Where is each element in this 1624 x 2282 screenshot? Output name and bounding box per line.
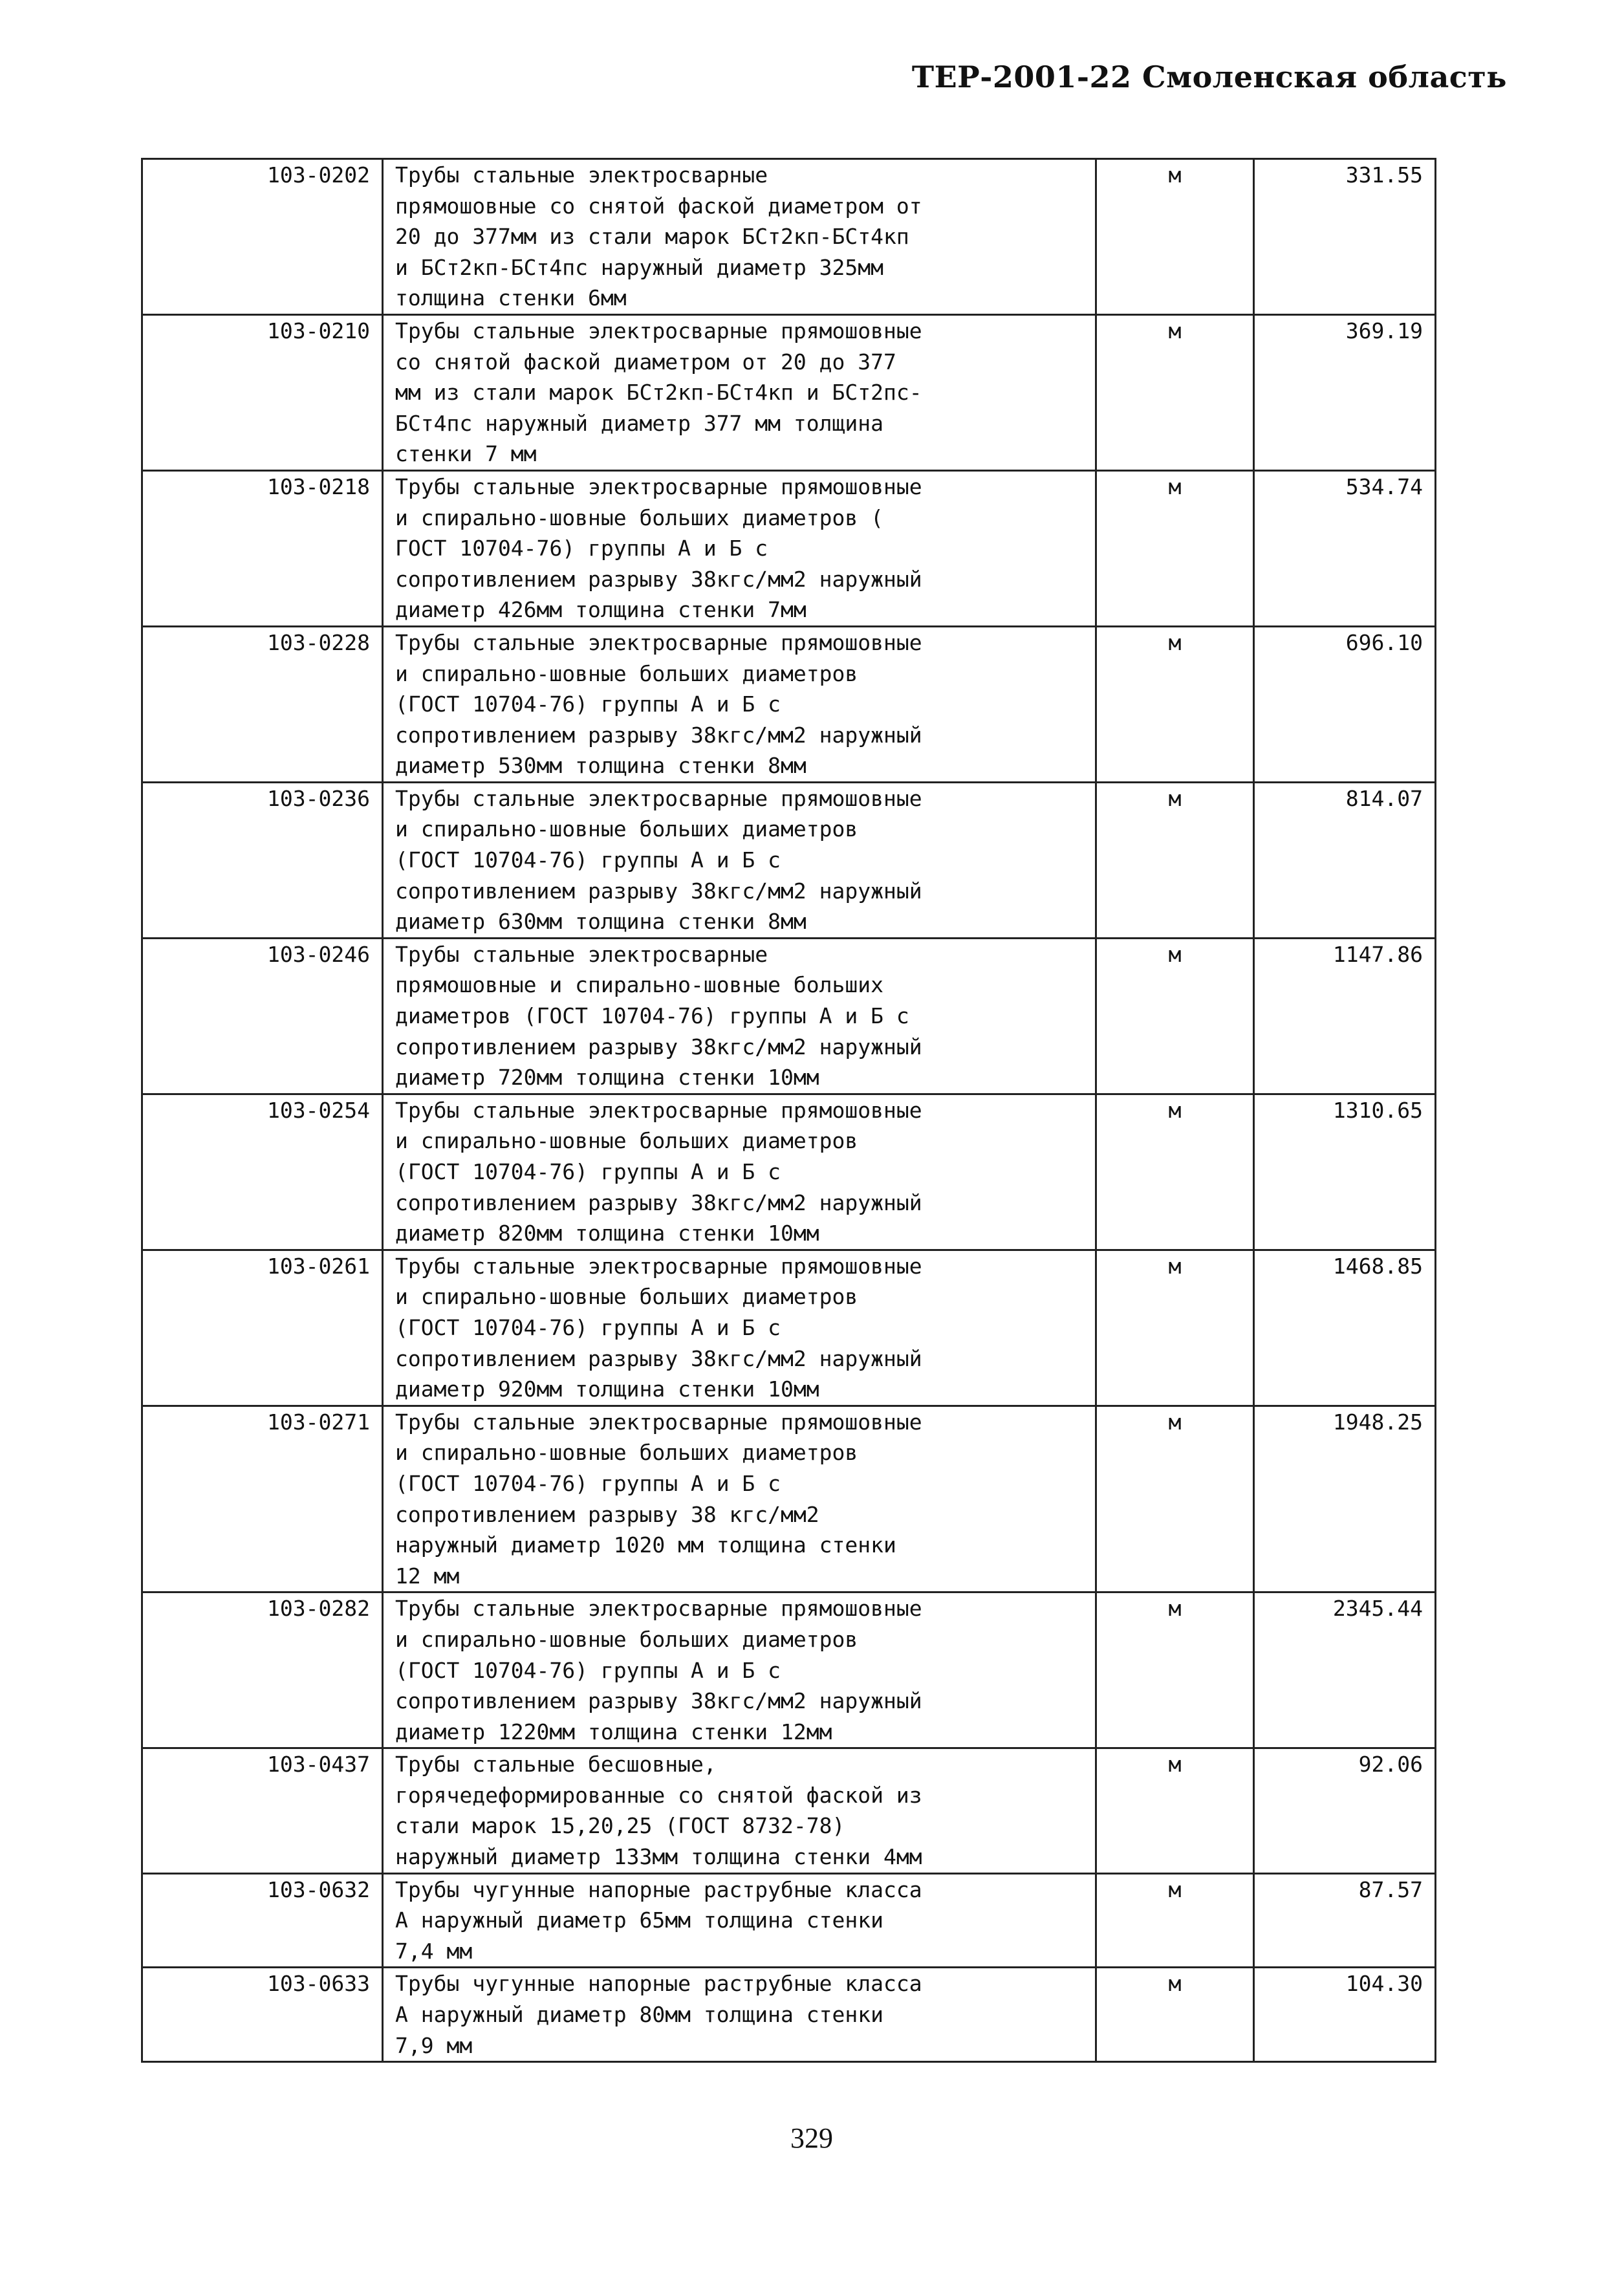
item-unit: м	[1096, 1873, 1254, 1968]
table-row	[142, 470, 1436, 626]
item-code: 103-0202	[142, 159, 383, 315]
table-row	[142, 1250, 1436, 1406]
price-table	[141, 158, 1436, 2063]
item-unit: м	[1096, 1250, 1254, 1406]
item-unit: м	[1096, 470, 1254, 626]
item-code: 103-0254	[142, 1094, 383, 1250]
item-price: 1468.85	[1254, 1250, 1436, 1406]
item-price: 1948.25	[1254, 1406, 1436, 1592]
item-code: 103-0632	[142, 1873, 383, 1968]
item-description: Трубы стальные электросварные прямошовные со снятой фаской диаметром от 20 до 377 мм из стали марок БСт2кп-БСт4кп и БСт2пс- БСт4пс наружный диаметр 377 мм толщина стенки 7 мм	[383, 314, 1096, 470]
item-description: Трубы стальные электросварные прямошовные и спирально-шовные больших диаметров (ГОСТ 10704-76) группы А и Б с сопротивлением разрыву 38кгс/мм2 наружный диаметр 630мм толщина стенки 8мм	[383, 782, 1096, 938]
item-price: 1147.86	[1254, 938, 1436, 1094]
table-row	[142, 1968, 1436, 2062]
item-unit: м	[1096, 1968, 1254, 2062]
item-price: 1310.65	[1254, 1094, 1436, 1250]
item-code: 103-0246	[142, 938, 383, 1094]
table-row	[142, 1094, 1436, 1250]
table-row	[142, 314, 1436, 470]
item-unit: м	[1096, 1592, 1254, 1748]
table-row	[142, 1406, 1436, 1592]
item-code: 103-0228	[142, 626, 383, 782]
price-table-body	[142, 159, 1436, 2062]
item-unit: м	[1096, 782, 1254, 938]
item-price: 696.10	[1254, 626, 1436, 782]
table-row	[142, 1748, 1436, 1873]
item-description: Трубы стальные электросварные прямошовные и спирально-шовные больших диаметров (ГОСТ 10704-76) группы А и Б с сопротивлением разрыву 38кгс/мм2 наружный диаметр 530мм толщина стенки 8мм	[383, 626, 1096, 782]
item-unit: м	[1096, 1094, 1254, 1250]
document-header-title: ТЕР-2001-22 Смоленская область	[911, 60, 1507, 94]
item-description: Трубы чугунные напорные раструбные класса А наружный диаметр 65мм толщина стенки 7,4 мм	[383, 1873, 1096, 1968]
item-price: 534.74	[1254, 470, 1436, 626]
item-code: 103-0210	[142, 314, 383, 470]
item-code: 103-0261	[142, 1250, 383, 1406]
item-description: Трубы стальные электросварные прямошовные и спирально-шовные больших диаметров (ГОСТ 10704-76) группы А и Б с сопротивлением разрыву 38кгс/мм2 наружный диаметр 720мм толщина стенки 10мм	[383, 938, 1096, 1094]
item-code: 103-0437	[142, 1748, 383, 1873]
table-row	[142, 159, 1436, 315]
table-row	[142, 1873, 1436, 1968]
item-description: Трубы стальные электросварные прямошовные и спирально-шовные больших диаметров (ГОСТ 10704-76) группы А и Б с сопротивлением разрыву 38кгс/мм2 наружный диаметр 920мм толщина стенки 10мм	[383, 1250, 1096, 1406]
item-code: 103-0271	[142, 1406, 383, 1592]
item-price: 369.19	[1254, 314, 1436, 470]
table-row	[142, 1592, 1436, 1748]
item-price: 814.07	[1254, 782, 1436, 938]
item-description: Трубы чугунные напорные раструбные класса А наружный диаметр 80мм толщина стенки 7,9 мм	[383, 1968, 1096, 2062]
item-description: Трубы стальные бесшовные, горячедеформированные со снятой фаской из стали марок 15,20,25 (ГОСТ 8732-78) наружный диаметр 133мм толщина стенки 4мм	[383, 1748, 1096, 1873]
table-row	[142, 938, 1436, 1094]
item-price: 87.57	[1254, 1873, 1436, 1968]
item-code: 103-0218	[142, 470, 383, 626]
item-price: 331.55	[1254, 159, 1436, 315]
item-description: Трубы стальные электросварные прямошовные и спирально-шовные больших диаметров (ГОСТ 10704-76) группы А и Б с сопротивлением разрыву 38 кгс/мм2 наружный диаметр 1020 мм толщина стенки 12 мм	[383, 1406, 1096, 1592]
item-unit: м	[1096, 159, 1254, 315]
item-unit: м	[1096, 626, 1254, 782]
item-description: Трубы стальные электросварные прямошовные и спирально-шовные больших диаметров (ГОСТ 10704-76) группы А и Б с сопротивлением разрыву 38кгс/мм2 наружный диаметр 820мм толщина стенки 10мм	[383, 1094, 1096, 1250]
item-unit: м	[1096, 314, 1254, 470]
item-description: Трубы стальные электросварные прямошовные и спирально-шовные больших диаметров ( ГОСТ 10704-76) группы А и Б с сопротивлением разрыву 38кгс/мм2 наружный диаметр 426мм толщина стенки 7мм	[383, 470, 1096, 626]
item-unit: м	[1096, 1406, 1254, 1592]
item-unit: м	[1096, 938, 1254, 1094]
item-price: 104.30	[1254, 1968, 1436, 2062]
table-row	[142, 626, 1436, 782]
item-code: 103-0236	[142, 782, 383, 938]
item-unit: м	[1096, 1748, 1254, 1873]
item-price: 2345.44	[1254, 1592, 1436, 1748]
item-description: Трубы стальные электросварные прямошовные со снятой фаской диаметром от 20 до 377мм из стали марок БСт2кп-БСт4кп и БСт2кп-БСт4пс наружный диаметр 325мм толщина стенки 6мм	[383, 159, 1096, 315]
item-code: 103-0633	[142, 1968, 383, 2062]
page-number: 329	[790, 2122, 833, 2154]
item-code: 103-0282	[142, 1592, 383, 1748]
table-row	[142, 782, 1436, 938]
item-price: 92.06	[1254, 1748, 1436, 1873]
item-description: Трубы стальные электросварные прямошовные и спирально-шовные больших диаметров (ГОСТ 10704-76) группы А и Б с сопротивлением разрыву 38кгс/мм2 наружный диаметр 1220мм толщина стенки 12мм	[383, 1592, 1096, 1748]
